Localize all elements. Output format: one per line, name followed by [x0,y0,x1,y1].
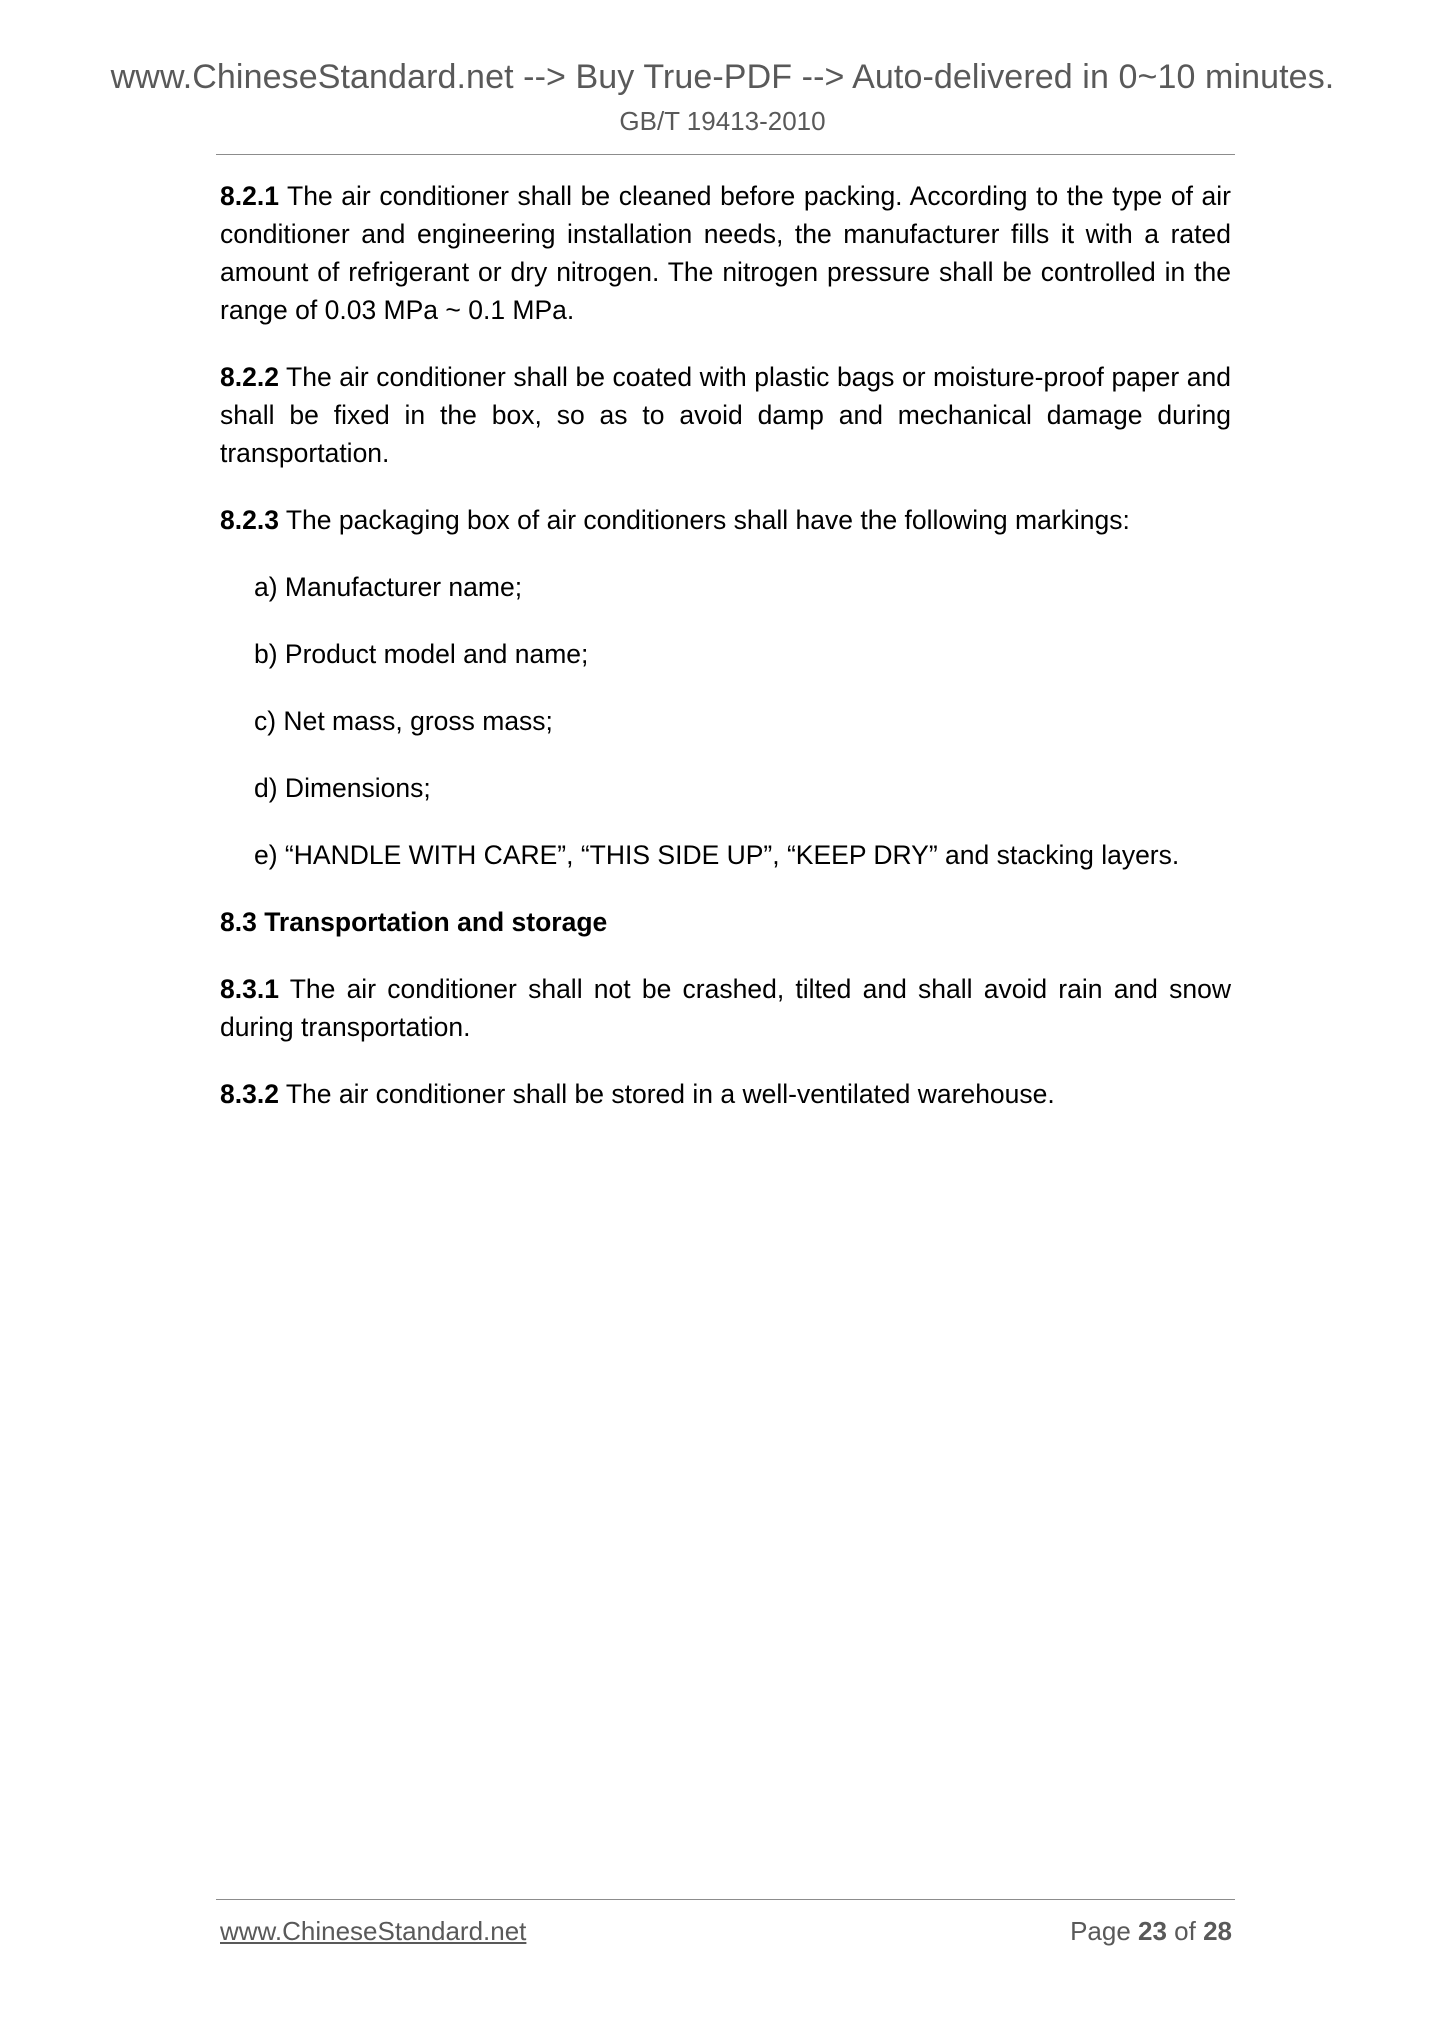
page-label: Page [1070,1916,1139,1946]
clause-number: 8.2.2 [220,362,279,392]
marking-item-a: a) Manufacturer name; [254,572,523,602]
page-indicator [1070,1916,1232,1947]
page-of: of [1166,1916,1204,1946]
marking-item-b: b) Product model and name; [254,639,589,669]
marking-item-e: e) “HANDLE WITH CARE”, “THIS SIDE UP”, “KEEP DRY” and stacking layers. [254,840,1180,870]
clause-8-3-1 [220,970,1231,1046]
document-body [220,177,1231,1142]
marking-item-c: c) Net mass, gross mass; [254,706,553,736]
clause-text: The air conditioner shall be stored in a well-ventilated warehouse. [278,1079,1055,1109]
clause-text: The air conditioner shall be coated with plastic bags or moisture-proof paper and shall be fixed in the box, so as to avoid damp and mechanical damage during transportation. [220,362,1231,468]
header-banner: www.ChineseStandard.net --> Buy True-PDF --> Auto-delivered in 0~10 minutes. [110,58,1335,96]
clause-number: 8.3.1 [220,974,279,1004]
clause-text: The air conditioner shall be cleaned before packing. According to the type of air conditioner and engineering installation needs, the manufacturer fills it with a rated amount of refrigerant or dry nitrogen. The nitrogen pressure shall be controlled in the range of 0.03 MPa ~ 0.1 MPa. [220,181,1231,325]
header-divider [216,154,1235,155]
clause-8-2-2 [220,358,1231,472]
marking-item-d: d) Dimensions; [254,773,431,803]
page-total: 28 [1203,1916,1232,1946]
standard-code: GB/T 19413-2010 [619,106,826,136]
clause-number: 8.2.3 [220,505,279,535]
footer-divider [216,1899,1235,1900]
footer-site-link[interactable]: www.ChineseStandard.net [220,1916,527,1946]
page-current: 23 [1138,1916,1167,1946]
section-heading-8-3: 8.3 Transportation and storage [220,907,608,937]
clause-8-2-3 [220,501,1231,539]
clause-8-3-2 [220,1075,1231,1113]
clause-number: 8.3.2 [220,1079,279,1109]
clause-number: 8.2.1 [220,181,279,211]
clause-8-2-1 [220,177,1231,329]
clause-text: The packaging box of air conditioners shall have the following markings: [278,505,1130,535]
clause-text: The air conditioner shall not be crashed, tilted and shall avoid rain and snow during transportation. [220,974,1231,1042]
